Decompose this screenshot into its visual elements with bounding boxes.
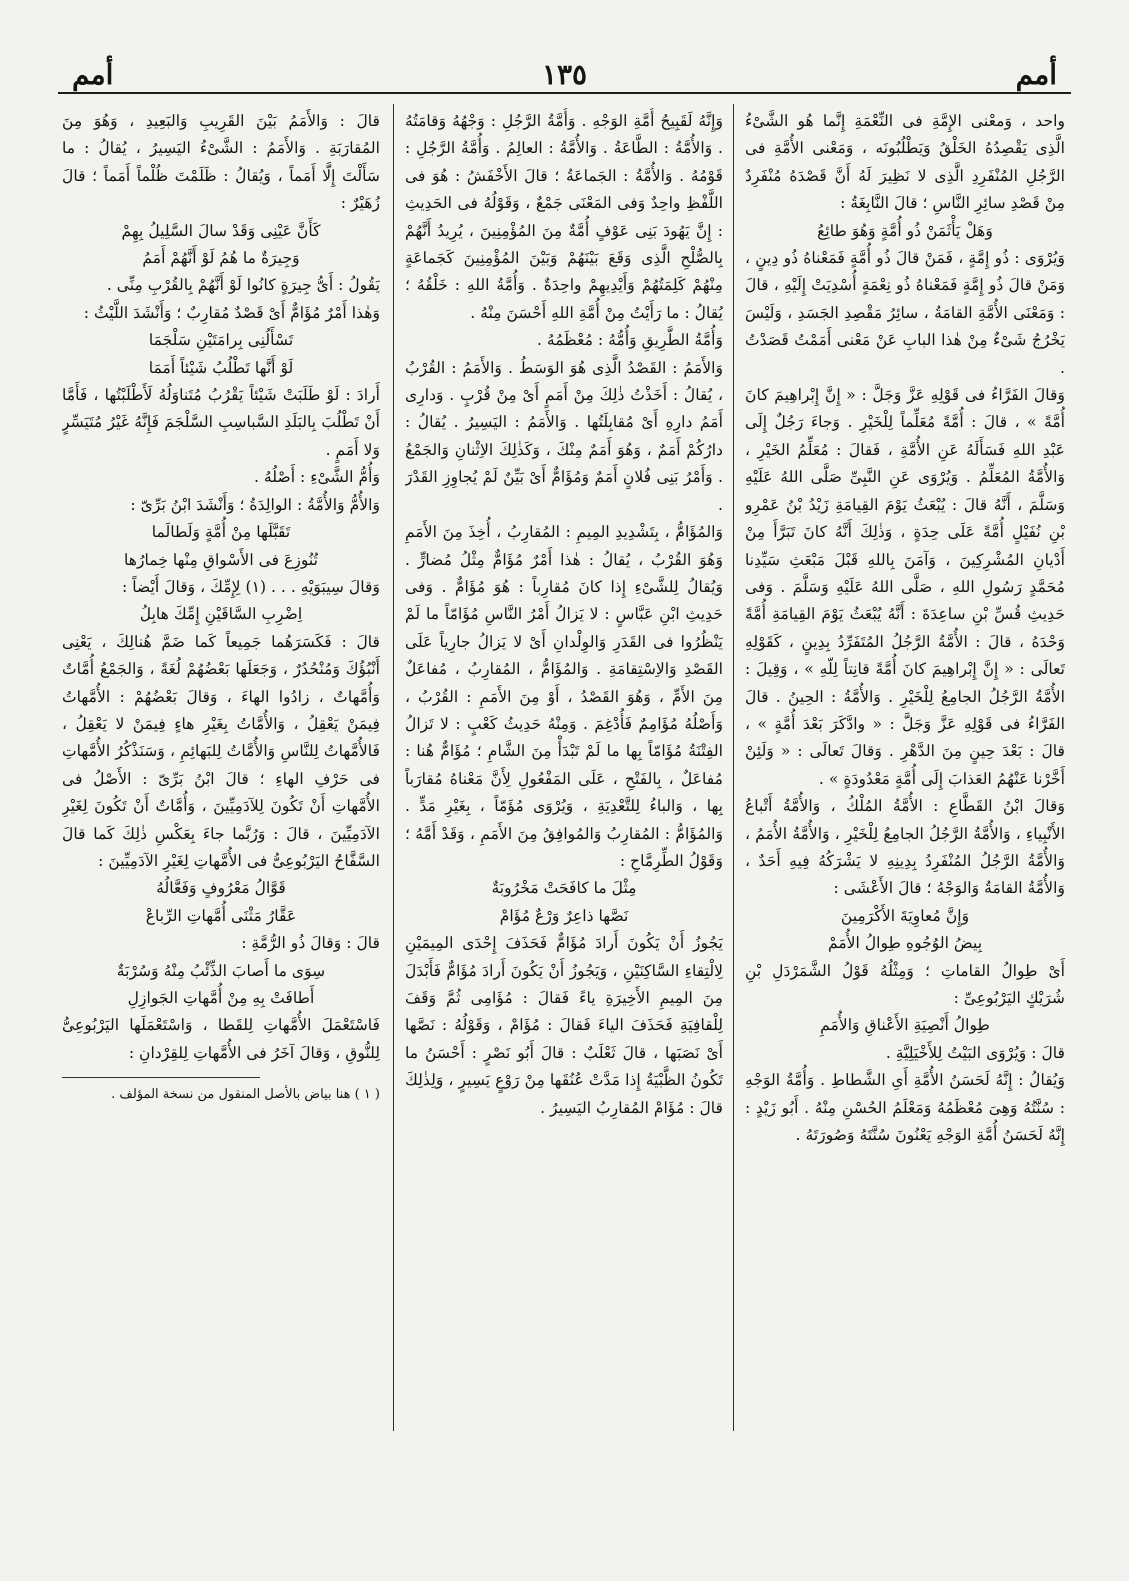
page-number: ١٣٥ <box>541 58 588 91</box>
paragraph: فَاسْتَعْمَلَ الأُمَّهاتِ لِلقَطا ، وَاسْتَعْمَلَها اليَرْبُوعِىُّ لِلنُّوقِ ، وَقالَ آخَرُ فى الأُمَّهاتِ لِلقِرْدانِ : <box>62 1016 380 1062</box>
verse-line: تَسْأَلُنِى بِرامَتَيْنِ سَلْجَمَا <box>148 331 294 350</box>
paragraph: قالَ : وَالأَمَمُ بَيْنَ القَرِيبِ وَالبَعِيدِ ، وَهُوَ مِنَ المُقارَبَةِ . وَالأَمَمُ : الشَّىْءُ اليَسِيرُ ، يُقالُ : ما سَأَلْتَ إِلَّا أَمَماً ، وَيُقالُ : ظَلَمْتَ ظُلْماً أَمَماً ؛ قالَ زُهَيْرٌ : <box>62 112 380 213</box>
paragraph: وَقالَ سِيبَوَيْهِ . . . (١) لِإِمِّكَ ، وَقالَ أَيْضاً : <box>122 577 380 596</box>
header-word-right: أمم <box>1015 58 1057 91</box>
column-left <box>62 108 380 1431</box>
column-middle <box>405 108 723 1431</box>
text-columns <box>58 100 1071 1431</box>
paragraph: يَقُولُ : أَىُّ جِيرَةٍ كانُوا لَوْ أَنَّهُمْ بِالقُرْبِ مِنِّى . <box>106 276 380 295</box>
verse-line: قَوَّالُ مَعْرُوفٍ وَفَعَّالُهُ <box>156 879 286 898</box>
footnote: ( ١ ) هنا بياض بالأصل المنقول من نسخة المؤلف . <box>111 1087 380 1103</box>
verse-line: عَقَّارُ مَثْنَى أُمَّهاتِ الرِّباعْ <box>145 906 297 925</box>
paragraph: يَجُوزُ أَنْ يَكُونَ أَرادَ مُؤَامٌّ فَحَذَفَ إِحْدَى المِيمَيْنِ لِالْتِقاءِ السَّاكِنَيْنِ ، وَيَجُوزُ أَنْ يَكُونَ أَرادَ مُؤَامٌّ فَأَبْدَلَ مِنَ المِيمِ الأَخِيرَةِ ياءً فَقالَ : مُؤَامِى ثُمَّ وَقَفَ لِلْقافِيَةِ فَحَذَفَ الياءَ فَقالَ : مُؤَامْ ، وَقَوْلُهُ : نَصَّها أَىْ نَصَبَها ، قالَ ثَعْلَبٌ : قالَ أَبُو نَصْرٍ : أَحْسَنُ ما تَكُونُ الظَّبْيَةُ إِذا مَدَّتْ عُنُقَها مِنْ رَوْعٍ يَسِيرٍ ، وَلِذٰلِكَ قالَ : مُؤَامْ المُقارِبُ اليَسِيرُ . <box>405 934 723 1117</box>
paragraph: وَأُمَّةُ الطَّرِيقِ وَأُمُّهُ : مُعْظَمُهُ . <box>536 331 723 350</box>
verse-line: وَإِنَّ مُعاوِيَةَ الأَكْرَمِينَ <box>840 906 970 925</box>
column-right <box>745 108 1065 1431</box>
verse-line: تَقَبَّلَها مِنْ أُمَّةٍ وَلَطالَما <box>151 523 291 542</box>
paragraph: وَإِنَّهُ لَقَبِيحُ أُمَّةِ الوَجْهِ . وَأُمَّةُ الرَّجُلِ : وَجْهُهُ وَقامَتُهُ . وَالأُمَّةُ : الطَّاعَةُ . وَالأُمَّةُ : العالِمُ . وَأُمَّةُ الرَّجُلِ : قَوْمُهُ . وَالأُمَّةُ : الجَماعَةُ ؛ قالَ الأَخْفَشُ : هُوَ فى اللَّفْظِ واحِدٌ وَفى المَعْنَى جَمْعٌ ، وَقَوْلُهُ فى الحَدِيثِ : إِنَّ يَهُودَ بَنِى عَوْفٍ أُمَّةٌ مِنَ المُؤْمِنِينَ ، يُرِيدُ أَنَّهُمْ بِالصُّلْحِ الَّذِى وَقَعَ بَيْنَهُمْ وَبَيْنَ المُؤْمِنِينَ كَجَماعَةٍ مِنْهُمْ كَلِمَتُهُمْ وَأَيْدِيهِمْ واحِدَةٌ . وَأُمَّةُ اللهِ : خَلْقُهُ ؛ يُقالُ : ما رَأَيْتُ مِنْ أُمَّةِ اللهِ أَحْسَنَ مِنْهُ . <box>405 112 723 322</box>
paragraph: وَأُمُّ الشَّىْءِ : أَصْلُهُ . <box>254 468 380 487</box>
verse-line: مِثْلَ ما كافَحَتْ مَخْرُوبَةٌ <box>491 879 637 898</box>
verse-line: أَطافَتْ بِهِ مِنْ أُمَّهاتِ الجَوازِلِ <box>127 989 315 1007</box>
footnote-rule <box>62 1077 260 1078</box>
verse-line: طِوالُ أَنْصِيَةِ الأَعْناقِ وَالأُمَمِ <box>820 1016 990 1035</box>
paragraph: قالَ : فَكَسَرَهُما جَمِيعاً كَما ضَمَّ هُنالِكَ ، يَعْنِى أَنْبُؤُكَ وَمُنْحُدُرٌ ، وَجَعَلَها بَعْضُهُمْ لُغَةً ، وَالجَمْعُ أُمَّاتٌ وَأُمَّهاتٌ ، زادُوا الهاءَ ، وَقالَ بَعْضُهُمْ : الأُمَّهاتُ فِيمَنْ يَعْقِلُ ، وَالأُمَّاتُ بِغَيْرِ هاءٍ فِيمَنْ لا يَعْقِلُ ، فَالأُمَّهاتُ لِلنَّاسِ وَالأُمَّاتُ لِلبَهائِمِ ، وَسَنَذْكُرُ الأُمَّهاتِ فى حَرْفِ الهاءِ ؛ قالَ ابْنُ بَرِّىّ : الأَصْلُ فى الأُمَّهاتِ أَنْ تَكُونَ لِلآدَمِيِّينَ ، وَأُمَّاتٌ أَنْ تَكُونَ لِغَيْرِ الآدَمِيِّينَ ، قالَ : وَرُبَّما جاءَ بِعَكْسِ ذٰلِكَ كَما قالَ السَّفَّاحُ اليَرْبُوعِىُّ فى الأُمَّهاتِ لِغَيْرِ الآدَمِيِّينَ : <box>62 632 380 870</box>
paragraph: واحد ، وَمعْنى الإِمَّةِ فى النِّعْمَةِ إِنَّما هُو الشَّىْءُ الَّذِى يَقْصِدُهُ الخَلْقُ وَيَطْلُبُونَه ، وَمَعْنى الأُمَّةِ فى الرَّجُلِ المُنْفَرِدِ الَّذِى لا نَظِيرَ لَهُ أَنَّ قَصْدَهُ مُنْفَرِدٌ مِنْ قَصْدِ سائِرِ النَّاسِ ؛ قالَ النَّابِغَةُ : <box>745 112 1065 213</box>
paragraph: قالَ : وَقالَ ذُو الرُّمَّةِ : <box>241 934 380 953</box>
paragraph: وَقالَ ابْنُ القَطَّاعِ : الأُمَّةُ المُلْكُ ، وَالأُمَّةُ أَتْباعُ الأَنْبِياءِ ، وَالأُمَّةُ الرَّجُلُ الجامِعُ لِلْخَيْرِ ، وَالأُمَّةُ الأُمَمُ ، وَالأُمَّةُ الرَّجُلُ المُنْفَرِدُ بِدِينِهِ لا يَشْرَكُهُ فِيهِ أَحَدٌ ، وَالأُمَّةُ القامَةُ وَالوَجْهُ ؛ قالَ الأَعْشَى : <box>745 797 1065 898</box>
paragraph: وَهٰذا أَمْرٌ مُؤَامٌّ أَىْ قَصْدٌ مُقارِبٌ ؛ وَأَنْشَدَ اللَّيْثُ : <box>83 303 380 322</box>
paragraph: وَقالَ الفَرَّاءُ فى قَوْلِهِ عَزَّ وَجَلَّ : « إِنَّ إِبْراهِيمَ كانَ أُمَّةً » ، قالَ : أُمَّةً مُعَلِّماً لِلْخَيْرِ . وَجاءَ رَجُلٌ إِلَى عَبْدِ اللهِ فَسَأَلَهُ عَنِ الأُمَّةِ ، فَقالَ : مُعَلِّمُ الخَيْرِ ، وَالأُمَّةُ المُعَلِّمُ . وَيُرْوَى عَنِ النَّبِىِّ صَلَّى اللهُ عَلَيْهِ وَسَلَّمَ ، أَنَّهُ قالَ : يُبْعَثُ يَوْمَ القِيامَةِ زَيْدُ بْنُ عَمْرِو بْنِ نُفَيْلٍ أُمَّةً عَلَى حِدَةٍ ، وَذٰلِكَ أَنَّهُ كانَ تَبَرَّأَ مِنْ أَدْيانِ المُشْرِكِينَ ، وَآمَنَ بِاللهِ قَبْلَ مَبْعَثِ سَيِّدِنا مُحَمَّدٍ رَسُولِ اللهِ ، صَلَّى اللهُ عَلَيْهِ وَسَلَّمَ . وَفى حَدِيثِ قُسِّ بْنِ ساعِدَةَ : أَنَّهُ يُبْعَثُ يَوْمَ القِيامَةِ أُمَّةً وَحْدَهُ ، قالَ : الأُمَّةُ الرَّجُلُ المُتَفَرِّدُ بِدِينٍ ، كَقَوْلِهِ تَعالَى : « إِنَّ إِبْراهِيمَ كانَ أُمَّةً قانِتاً لِلّهِ » ، وَقِيلَ : الأُمَّةُ الرَّجُلُ الجامِعُ لِلْخَيْرِ . وَالأُمَّةُ : الحِينُ . قالَ الفَرَّاءُ فى قَوْلِهِ عَزَّ وَجَلَّ : « وادَّكَرَ بَعْدَ أُمَّةٍ » ، قالَ : بَعْدَ حِينٍ مِنَ الدَّهْرِ . وَقالَ تَعالَى : « وَلَئِنْ أَخَّرْنا عَنْهُمُ العَذابَ إِلَى أُمَّةٍ مَعْدُودَةٍ » . <box>745 386 1065 788</box>
paragraph: وَيُقالُ : إِنَّهُ لَحَسَنُ الأُمَّةِ أَىِ الشَّطاطِ . وَأُمَّةُ الوَجْهِ : سُنَّتُهُ وَهِىَ مُعْظَمُهُ وَمَعْلَمُ الحُسْنِ مِنْهُ . أَبُو زَيْدٍ : إِنَّهُ لَحَسَنُ أُمَّةِ الوَجْهِ يَعْنُونَ سُنَّتَهُ وَصُورَتَهُ . <box>745 1071 1065 1145</box>
verse-line: نَصَّها ذاعِرٌ وَرْعٌ مُؤَامْ <box>499 906 629 925</box>
column-divider <box>733 104 734 1431</box>
paragraph: أَرادَ : لَوْ طَلَبَتْ شَيْئاً يَقْرُبُ مُتَناوَلُهُ لَأَطْلَبْتُها ، فَأَمَّا أَنْ تَطْلُبَ بِالبَلَدِ السَّباسِبِ السَّلْجَمَ فَإِنَّهُ غَيْرُ مُتَيَسِّرٍ وَلا أَمَمٍ . <box>62 386 380 459</box>
verse-line: تُنُوزِعَ فى الأَسْواقِ مِنْها خِمارُها <box>124 550 318 569</box>
verse-line: كَأَنَّ عَيْنِى وَقَدْ سالَ السَّلِيلُ بِهِمْ <box>121 221 321 240</box>
verse-line: بِيضُ الوُجُوهِ طِوالُ الأُمَمْ <box>827 934 983 953</box>
header-rule <box>58 92 1071 94</box>
header-word-left: أمم <box>72 58 114 91</box>
paragraph: وَالمُؤَامُّ ، بِتَشْدِيدِ المِيمِ : المُقارِبُ ، أُخِذَ مِنَ الأَمَمِ وَهُوَ القُرْبُ ، يُقالُ : هٰذا أَمْرٌ مُؤَامٌّ مِثْلُ مُضارٍّ . وَيُقالُ لِلشَّىْءِ إِذا كانَ مُقارِباً : هُوَ مُؤَامٌّ . وَفى حَدِيثِ ابْنِ عَبَّاسٍ : لا يَزالُ أَمْرُ النَّاسِ مُؤَامّاً ما لَمْ يَنْظُرُوا فى القَدَرِ وَالوِلْدانِ أَىْ لا يَزالُ جارِياً عَلَى القَصْدِ وَالاِسْتِقامَةِ . وَالمُؤَامُّ ، المُقارِبُ ، مُفاعَلٌ مِنَ الأَمِّ ، وَهُوَ القَصْدُ ، أَوْ مِنَ الأَمَمِ : القُرْبُ ، وَأَصْلُهُ مُؤَامِمٌ فَأُدْغِمَ . وَمِنْهُ حَدِيثُ كَعْبٍ : لا تَزالُ الفِتْنَةُ مُؤَامّاً بِها ما لَمْ تَبْدَأْ مِنَ الشَّامِ ؛ مُؤَامٌّ هُنا : مُفاعَلٌ ، بِالفَتْحِ ، عَلَى المَفْعُولِ لِأَنَّ مَعْناهُ مُقارَباً بِها ، وَالباءُ لِلتَّعْدِيَةِ ، وَيُرْوَى مُؤَمّاً ، بِغَيْرِ مَدٍّ . وَالمُؤَامُّ : المُقارِبُ وَالمُوافِقُ مِنَ الأَمَمِ ، وَقَدْ أَمَّهُ ؛ وَقَوْلُ الطِّرِمَّاحِ : <box>405 523 723 870</box>
verse-line: اِضْرِبِ السَّاقَيْنِ إِمِّكَ هابِلُ <box>139 605 303 624</box>
paragraph: وَيُرْوَى : ذُو إِمَّةٍ ، فَمَنْ قالَ ذُو أُمَّةٍ فَمَعْناهُ ذُو دِينٍ ، وَمَنْ قالَ ذُو إِمَّةٍ فَمَعْناهُ ذُو نِعْمَةٍ أُسْدِيَتْ إِلَيْهِ ، قالَ : وَمَعْنَى الأُمَّةِ القامَةُ ، سائِرُ مَقْصِدِ الجَسَدِ ، وَلَيْسَ يَخْرُجُ شَىْءٌ مِنْ هٰذا البابِ عَنْ مَعْنى أَمَمْتُ قَصَدْتُ . <box>745 249 1065 377</box>
verse-line: وَهَلْ يَأْثَمَنْ ذُو أُمَّةٍ وَهُوَ طائِعُ <box>817 221 993 240</box>
paragraph: وَالأُمُّ وَالأُمَّةُ : الوالِدَةُ ؛ وَأَنْشَدَ ابْنُ بَرِّىّ : <box>130 495 380 514</box>
verse-line: لَوْ أَنَّها تَطْلُبُ شَيْئاً أَمَمَا <box>148 358 294 377</box>
paragraph: قالَ : وَيُرْوَى البَيْتُ لِلأَخْيَلِيَّةِ . <box>885 1043 1065 1062</box>
column-divider <box>393 104 394 1431</box>
verse-line: سِوَى ما أَصابَ الذِّئْبُ مِنْهُ وَسُرْبَةٌ <box>116 961 326 980</box>
paragraph: أَىْ طِوالُ القاماتِ ؛ وَمِثْلُهُ قَوْلُ الشَّمَرْدَلِ بْنِ شُرَيْكٍ اليَرْبُوعِىِّ : <box>745 961 1065 1007</box>
paragraph: وَالأَمَمُ : القَصْدُ الَّذِى هُوَ الوَسَطُ . وَالأَمَمُ : القُرْبُ ، يُقالُ : أَخَذْتُ ذٰلِكَ مِنْ أَمَمٍ أَىْ مِنْ قُرْبٍ . وَدارِى أَمَمُ دارِهِ أَىْ مُقابِلَتُها . وَالأَمَمُ : اليَسِيرُ . يُقالُ : دارُكُمْ أَمَمٌ ، وَهُوَ أَمَمٌ مِنْكَ ، وَكَذٰلِكَ الاِثْنانِ وَالجَمْعُ . وَأَمْرُ بَنِى فُلانٍ أَمَمٌ وَمُؤَامٌّ أَىْ بَيِّنٌ لَمْ يُجاوِزِ القَدْرَ . <box>405 358 723 514</box>
verse-line: وَجِيرَةٌ ما هُمُ لَوْ أَنَّهُمْ أَمَمُ <box>142 249 300 268</box>
